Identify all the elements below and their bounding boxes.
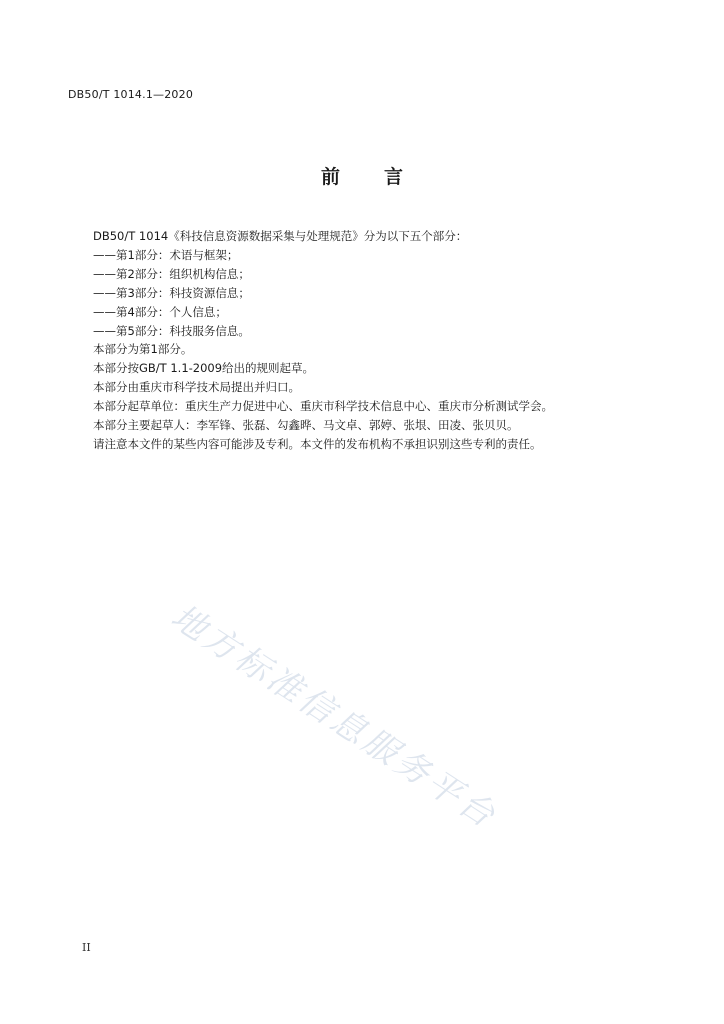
watermark-text: 地方标准信息服务平台 <box>163 596 505 838</box>
body-line: 本部分起草单位：重庆生产力促进中心、重庆市科学技术信息中心、重庆市分析测试学会。 <box>93 399 553 414</box>
document-code: DB50/T 1014.1—2020 <box>68 88 194 101</box>
foreword-body <box>93 227 653 454</box>
body-line: ——第3部分：科技资源信息； <box>93 285 250 300</box>
body-line: 请注意本文件的某些内容可能涉及专利。本文件的发布机构不承担识别这些专利的责任。 <box>93 436 542 451</box>
body-line: DB50/T 1014《科技信息资源数据采集与处理规范》分为以下五个部分： <box>93 229 468 243</box>
body-line: 本部分按GB/T 1.1-2009给出的规则起草。 <box>93 361 315 376</box>
page-title: 前言 <box>320 166 447 188</box>
body-line: 本部分主要起草人：李军锋、张磊、勾鑫晔、马文卓、郭婷、张垠、田凌、张贝贝。 <box>93 418 519 433</box>
body-line: 本部分由重庆市科学技术局提出并归口。 <box>93 380 300 395</box>
body-line: ——第5部分：科技服务信息。 <box>93 323 250 338</box>
page-number: II <box>82 941 91 954</box>
body-line: ——第2部分：组织机构信息； <box>93 266 250 281</box>
body-line: ——第1部分：术语与框架； <box>93 247 239 262</box>
body-line: ——第4部分：个人信息； <box>93 304 227 319</box>
body-line: 本部分为第1部分。 <box>93 342 193 357</box>
